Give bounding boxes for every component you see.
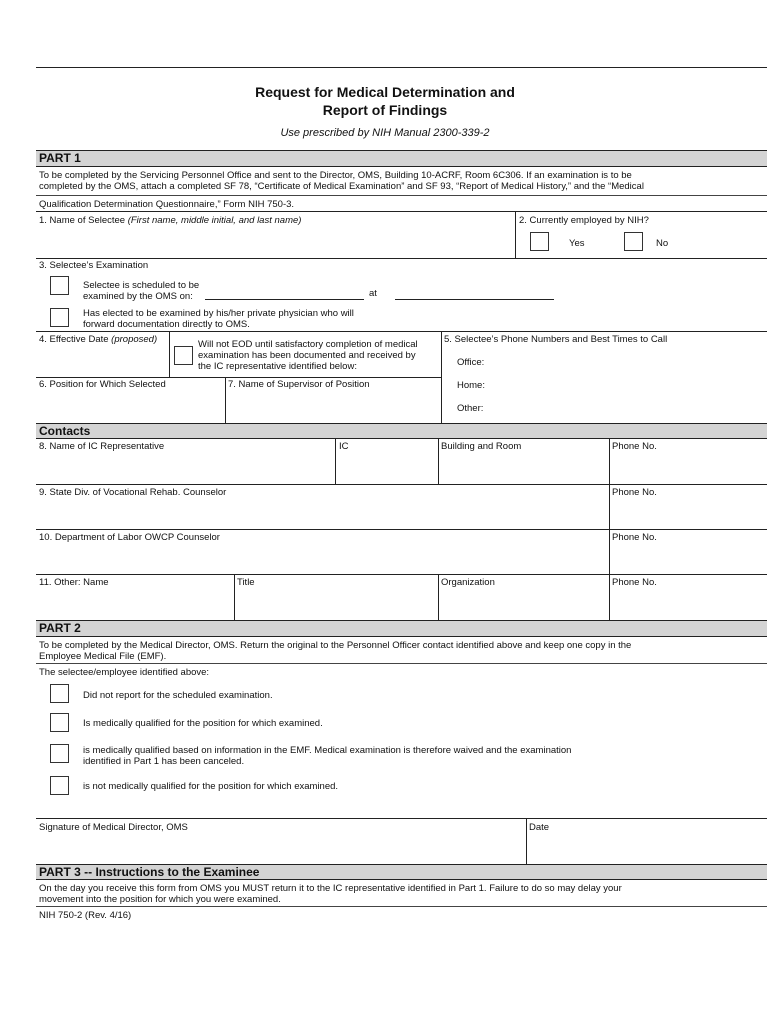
eod-checkbox[interactable] bbox=[174, 346, 193, 365]
contacts-heading: Contacts bbox=[36, 423, 767, 439]
form-number: NIH 750-2 (Rev. 4/16) bbox=[39, 910, 132, 921]
employed-no-checkbox[interactable] bbox=[624, 232, 643, 251]
qualified-emf-checkbox[interactable] bbox=[50, 744, 69, 763]
divider bbox=[515, 211, 516, 258]
eod-line2: examination has been documented and received by bbox=[198, 350, 416, 361]
divider bbox=[36, 195, 767, 196]
divider bbox=[36, 484, 767, 485]
divider bbox=[36, 211, 767, 212]
yes-label: Yes bbox=[569, 238, 585, 249]
phone-label: Phone No. bbox=[612, 487, 657, 498]
divider bbox=[36, 906, 767, 907]
divider bbox=[438, 438, 439, 484]
no-label: No bbox=[656, 238, 669, 249]
other-phone-field[interactable] bbox=[490, 400, 760, 416]
divider bbox=[36, 529, 767, 530]
part2-instructions-line1: To be completed by the Medical Director, OMS. Return the original to the Personnel Officer contact identified above and keep one copy in the bbox=[39, 640, 632, 651]
exam-private-checkbox[interactable] bbox=[50, 308, 69, 327]
option3-line1: is medically qualified based on information in the EMF. Medical examination is therefore waived and the examination bbox=[83, 745, 572, 756]
divider bbox=[438, 574, 439, 620]
divider bbox=[36, 663, 767, 664]
form-title-line2: Report of Findings bbox=[322, 102, 448, 118]
ic-field[interactable] bbox=[337, 453, 437, 483]
exam-oms-checkbox[interactable] bbox=[50, 276, 69, 295]
ic-rep-name-field[interactable] bbox=[37, 453, 332, 483]
exam-time-input[interactable] bbox=[395, 299, 554, 300]
part1-instructions-line1: To be completed by the Servicing Personnel Office and sent to the Director, OMS, Building 10-ACRF, Room 6C306. If an examination is to be bbox=[39, 170, 632, 181]
ic-label: IC bbox=[339, 441, 349, 452]
eod-line3: the IC representative identified below: bbox=[198, 361, 357, 372]
phone-label: Phone No. bbox=[612, 577, 657, 588]
part2-heading: PART 2 bbox=[36, 620, 767, 637]
office-label: Office: bbox=[457, 357, 485, 368]
medically-qualified-checkbox[interactable] bbox=[50, 713, 69, 732]
position-field[interactable] bbox=[37, 391, 223, 421]
not-qualified-checkbox[interactable] bbox=[50, 776, 69, 795]
divider bbox=[335, 438, 336, 484]
other-title-field[interactable] bbox=[236, 589, 436, 618]
signature-label: Signature of Medical Director, OMS bbox=[39, 822, 188, 833]
divider bbox=[36, 331, 767, 332]
title-label: Title bbox=[237, 577, 255, 588]
part3-instructions-line2: movement into the position for which you were examined. bbox=[39, 894, 281, 905]
part1-instructions-line2: completed by the OMS, attach a completed SF 78, “Certificate of Medical Examination” and SF 93, “Report of Medical History,” and the “Medical bbox=[39, 181, 644, 192]
field10-label: 10. Department of Labor OWCP Counselor bbox=[39, 532, 220, 543]
field2-label: 2. Currently employed by NIH? bbox=[519, 215, 649, 226]
date-label: Date bbox=[529, 822, 550, 833]
field1-label: 1. Name of Selectee (First name, middle initial, and last name) bbox=[39, 215, 302, 226]
other-phone-number-field[interactable] bbox=[611, 589, 765, 618]
part2-instructions-line2: Employee Medical File (EMF). bbox=[39, 651, 167, 662]
selectee-name-field[interactable] bbox=[37, 227, 514, 257]
exam-option2-line2: forward documentation directly to OMS. bbox=[83, 319, 250, 330]
form-title-line1: Request for Medical Determination and bbox=[255, 84, 515, 100]
at-label: at bbox=[369, 288, 377, 299]
building-room-field[interactable] bbox=[440, 453, 608, 483]
other-organization-field[interactable] bbox=[440, 589, 608, 618]
home-label: Home: bbox=[457, 380, 485, 391]
signature-field[interactable] bbox=[37, 834, 524, 862]
field3-label: 3. Selectee’s Examination bbox=[39, 260, 149, 271]
field1-hint: (First name, middle initial, and last name) bbox=[127, 215, 302, 226]
field8-label: 8. Name of IC Representative bbox=[39, 441, 165, 452]
divider bbox=[36, 574, 767, 575]
divider bbox=[526, 818, 527, 864]
field4-hint: (proposed) bbox=[111, 334, 158, 345]
owcp-phone-field[interactable] bbox=[611, 544, 765, 572]
field6-label: 6. Position for Which Selected bbox=[39, 379, 166, 390]
building-room-label: Building and Room bbox=[441, 441, 522, 452]
part3-instructions-line1: On the day you receive this form from OMS you MUST return it to the IC representative identified in Part 1. Failure to do so may delay your bbox=[39, 883, 622, 894]
exam-option1-line1: Selectee is scheduled to be bbox=[83, 280, 200, 291]
supervisor-field[interactable] bbox=[227, 391, 439, 421]
top-rule bbox=[36, 67, 767, 68]
part1-instructions-line3: Qualification Determination Questionnaire,” Form NIH 750-3. bbox=[39, 199, 295, 210]
option4-label: is not medically qualified for the position for which examined. bbox=[83, 781, 339, 792]
did-not-report-checkbox[interactable] bbox=[50, 684, 69, 703]
exam-option1-line2: examined by the OMS on: bbox=[83, 291, 193, 302]
effective-date-field[interactable] bbox=[37, 346, 167, 374]
vocational-counselor-field[interactable] bbox=[37, 499, 607, 527]
option2-label: Is medically qualified for the position for which examined. bbox=[83, 718, 323, 729]
divider bbox=[234, 574, 235, 620]
vocational-phone-field[interactable] bbox=[611, 499, 765, 527]
owcp-counselor-field[interactable] bbox=[37, 544, 607, 572]
part1-heading: PART 1 bbox=[36, 150, 767, 167]
form-subtitle: Use prescribed by NIH Manual 2300-339-2 bbox=[280, 127, 490, 139]
eod-line1: Will not EOD until satisfactory completion of medical bbox=[198, 339, 418, 350]
exam-option2-line1: Has elected to be examined by his/her private physician who will bbox=[83, 308, 354, 319]
field4-label: 4. Effective Date (proposed) bbox=[39, 334, 158, 345]
employed-yes-checkbox[interactable] bbox=[530, 232, 549, 251]
ic-rep-phone-field[interactable] bbox=[611, 453, 765, 483]
part3-heading: PART 3 -- Instructions to the Examinee bbox=[36, 864, 767, 880]
field5-label: 5. Selectee’s Phone Numbers and Best Times to Call bbox=[444, 334, 668, 345]
option3-line2: identified in Part 1 has been canceled. bbox=[83, 756, 245, 767]
phone-label: Phone No. bbox=[612, 441, 657, 452]
office-phone-field[interactable] bbox=[490, 354, 760, 370]
field11-label: 11. Other: Name bbox=[39, 577, 109, 588]
divider bbox=[36, 258, 767, 259]
field7-label: 7. Name of Supervisor of Position bbox=[228, 379, 370, 390]
phone-label: Phone No. bbox=[612, 532, 657, 543]
exam-date-input[interactable] bbox=[205, 299, 364, 300]
organization-label: Organization bbox=[441, 577, 495, 588]
date-field[interactable] bbox=[528, 834, 765, 862]
other-label: Other: bbox=[457, 403, 484, 414]
divider bbox=[36, 377, 442, 378]
other-name-field[interactable] bbox=[37, 589, 232, 618]
divider bbox=[169, 331, 170, 377]
divider bbox=[225, 377, 226, 423]
field9-label: 9. State Div. of Vocational Rehab. Counselor bbox=[39, 487, 227, 498]
home-phone-field[interactable] bbox=[490, 377, 760, 393]
option1-label: Did not report for the scheduled examination. bbox=[83, 690, 273, 701]
selectee-intro: The selectee/employee identified above: bbox=[39, 667, 210, 678]
divider bbox=[36, 818, 767, 819]
